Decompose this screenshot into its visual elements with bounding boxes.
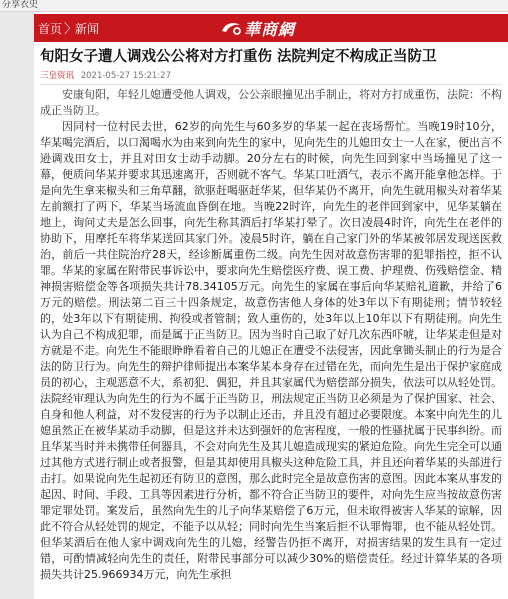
article-title: 旬阳女子遭人调戏公公将对方打重伤 法院判定不构成正当防卫	[40, 49, 437, 65]
browser-tab-bar[interactable]	[0, 0, 508, 12]
article-paragraph: 安康旬阳，年轻儿媳遭受他人调戏，公公亲眼撞见出手制止，将对方打成重伤，法院：不构成正当防卫。	[40, 88, 502, 117]
logo-mark-icon	[220, 19, 242, 37]
article-paragraph: 因同村一位村民去世，62岁的向先生与60多岁的华某一起在丧场帮忙。当晚19时10分，华某喝完酒后，以口渴喝水为由来到向先生的家中，见向先生的儿媳田女士一人在家，便出言不逊调戏田女士，并且对田女士动手动脚。20分左右的时候，向先生回到家中当场撞见了这一幕，便质问华某并要求其迅速离开，否则就不客气。华某口吐酒气，表示不离开能拿他怎样。于是向先生拿来椒头和三角草翻，欲驱赶喝驱赶华某，但华某仍不离开，向先生就用椒头对着华某左前额打了两下，华某当场流血昏倒在地。当晚22时许，向先生的老伴回到家中，见华某躺在地上，询问丈夫是怎么回事，向先生称其酒后打华某打晕了。次日凌晨4时许，向先生在老伴的协助下，用摩托车将华某送回其家门外。凌晨5时许，躺在自己家门外的华某被邻居发现送医救治，前后一共住院治疗28天，经诊断属重伤二级。向先生因对故意伤害罪的犯罪指控，拒不认罪。华某的家属在附带民事诉讼中，要求向先生赔偿医疗费、误工费、护理费、伤残赔偿金、精神损害赔偿金等各项损失共计78.34105万元。向先生的家属在事后向华某赔礼道歉，并给了6万元的赔偿。刑法第二百三十四条规定，故意伤害他人身体的处3年以下有期徒刑；情节较轻的，处3年以下有期徒刑、拘役或者管制；致人重伤的，处3年以上10年以下有期徒刑。向先生认为自己不构成犯罪，而是属于正当防卫。因为当时自己取了好几次东西吓唬，让华某走但是对方就是不走。向先生不能眼睁睁看着自己的儿媳正在遭受不法侵害，因此拿锄头制止的行为是合法的防卫行为。向先生的辩护律师提出本案华某本身存在过错在先，而向先生是出于保护家庭成员的初心，主观恶意不大，系初犯、偶犯，并且其家属代为赔偿部分损失，依法可以从轻处罚。法院经审理认为向先生的行为不属于正当防卫，刑法规定正当防卫必须是为了保护国家、社会、自身和他人利益，对不发侵害的行为予以制止还击，并且没有超过必要限度。本案中向先生的儿媳虽然正在被华某动手动脚，但是这并未达到强奸的危害程度，一般的性骚扰属于民事纠纷。而且华某当时并未携带任何器具，不会对向先生及其儿媳造成现实的紧迫危险。向先生完全可以通过其他方式进行制止或者报警，但是其却使用具椒头这种危险工具，并且还向着华某的头部进行击打。如果说向先生起初还有防卫的意图，那么此时完全是故意伤害的意图。因此本案从事发的起因、时间、手段、工具等因素进行分析，都不符合正当防卫的要件，对向先生应当按故意伤害罪定罪处罚。案发后，虽然向先生的儿子向华某赔偿了6万元，但未取得被害人华某的谅解，因此不符合从轻处罚的规定，不能予以从轻；同时向先生当案后拒不认罪悔罪，也不能从轻处罚。但华某酒后在他人家中调戏向先生的儿媳，经警告仍拒不离开，对损害结果的发生具有一定过错，可酌情减轻向先生的责任，附带民事部分可以减少30%的赔偿责任。经过计算华某的各项损失共计25.966934万元，向先生承担	[40, 120, 502, 581]
article-body	[40, 87, 502, 583]
article-meta	[40, 70, 171, 82]
meta-divider	[40, 84, 502, 85]
browser-tab-label[interactable]: 分享衣史	[2, 0, 39, 10]
logo-text: 華商網	[244, 19, 296, 39]
nav-separator: 〉	[64, 22, 78, 37]
article-source-link[interactable]: 三皇资讯	[40, 71, 75, 81]
article-page	[34, 12, 508, 599]
site-logo[interactable]	[220, 17, 295, 39]
nav-home-link[interactable]: 首页	[38, 22, 63, 36]
article-timestamp: 2021-05-27 15:21:27	[80, 71, 171, 81]
nav-news-link[interactable]: 新闻	[75, 22, 100, 36]
site-nav-bar	[34, 14, 508, 42]
